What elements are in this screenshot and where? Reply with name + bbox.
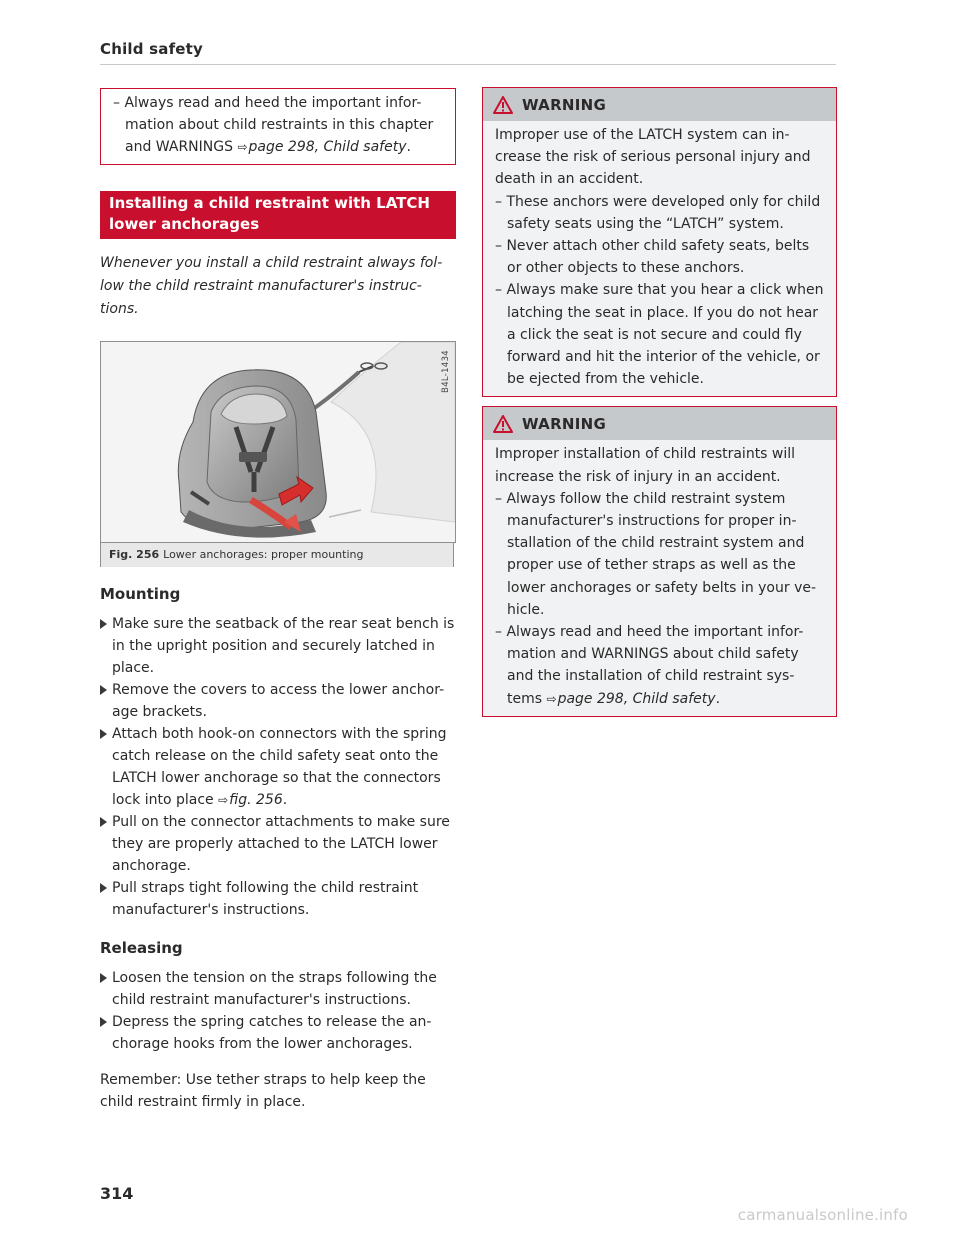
warning-triangle-icon: [493, 415, 513, 433]
warning-header: [483, 88, 836, 121]
warning-item-text: These anchors were developed only for child safety seats using the “LATCH” system.: [506, 193, 821, 232]
mounting-step: [100, 723, 456, 811]
step-text: Loosen the tension on the straps following the child restraint manufacturer's instructions.: [112, 970, 437, 1008]
right-column: [482, 87, 837, 726]
figure-caption: [100, 543, 454, 567]
caption-text: Lower anchorages: proper mounting: [163, 548, 364, 561]
xref-text: page 298, Child safety: [248, 139, 407, 155]
watermark: carmanualsonline.info: [737, 1206, 908, 1224]
triangle-bullet-icon: [100, 883, 107, 893]
warning-box-latch: [482, 87, 837, 397]
figure-code: B4L-1434: [441, 350, 451, 393]
warning-title: WARNING: [522, 95, 607, 114]
warning-item-text: Always follow the child restraint system manufacturer's instructions for proper in-stallation of the child restraint system and proper use of tether straps as well as the lower anchorages or safety belts in your ve-hicle.: [506, 490, 817, 618]
warning-item: – Always read and heed the important infor-mation and WARNINGS about child safety and the installation of child restraint sys-tems ⇨page 298, Child safety.: [495, 624, 804, 707]
warning-item: – Always follow the child restraint system manufacturer's instructions for proper in-stallation of the child restraint system and proper use of tether straps as well as the lower anchorages or safety belts in your ve-hicle.: [495, 490, 817, 618]
triangle-bullet-icon: [100, 1017, 107, 1027]
triangle-bullet-icon: [100, 817, 107, 827]
releasing-step: [100, 1011, 456, 1055]
triangle-bullet-icon: [100, 685, 107, 695]
dash: –: [113, 95, 120, 111]
warning-item: – Never attach other child safety seats, belts or other objects to these anchors.: [495, 238, 810, 277]
xref-text: page 298, Child safety: [557, 690, 716, 707]
step-text: Remove the covers to access the lower anchor-age brackets.: [112, 682, 445, 720]
warning-body: [483, 121, 836, 396]
step-text: Attach both hook-on connectors with the spring catch release on the child safety seat onto the LATCH lower anchorage so that the connectors lock into place: [112, 726, 447, 808]
warning-item-text: Never attach other child safety seats, belts or other objects to these anchors.: [506, 238, 810, 277]
mounting-step: [100, 613, 456, 679]
mounting-step: [100, 679, 456, 723]
note-item: [113, 92, 443, 158]
note-box: [100, 88, 456, 165]
warning-item: – These anchors were developed only for child safety seats using the “LATCH” system.: [495, 193, 821, 232]
period: .: [282, 792, 288, 808]
mounting-step: [100, 877, 456, 921]
figure-256: [100, 341, 456, 543]
warning-item-text: Always read and heed the important infor-mation and WARNINGS about child safety and the installation of child restraint sys-tems: [506, 624, 804, 707]
intro-text: Whenever you install a child restraint always fol-low the child restraint manufacturer's instruc-tions.: [100, 255, 443, 317]
warning-intro: Improper use of the LATCH system can in-crease the risk of serious personal injury and death in an accident.: [495, 127, 811, 188]
mounting-step: [100, 811, 456, 877]
period: .: [715, 690, 721, 707]
step-text: Pull straps tight following the child restraint manufacturer's instructions.: [112, 880, 419, 918]
releasing-step: [100, 967, 456, 1011]
warning-body: [483, 440, 836, 715]
triangle-bullet-icon: [100, 619, 107, 629]
triangle-bullet-icon: [100, 973, 107, 983]
warning-intro: Improper installation of child restraints will increase the risk of injury in an accident.: [495, 446, 796, 485]
section-title: Installing a child restraint with LATCH lower anchorages: [100, 191, 456, 239]
arrow-icon: ⇨: [546, 691, 557, 706]
page-number: 314: [100, 1184, 134, 1203]
arrow-icon: ⇨: [237, 140, 248, 154]
warning-title: WARNING: [522, 414, 607, 433]
remember-text: Remember: Use tether straps to help keep the child restraint firmly in place.: [100, 1072, 426, 1110]
xref-link[interactable]: [237, 139, 406, 155]
xref-link[interactable]: [547, 691, 716, 707]
warning-item-text: Always make sure that you hear a click when latching the seat in place. If you do not hear a click the seat is not secure and could fly forward and hit the interior of the vehicle, or be ejected from the vehicle.: [506, 282, 824, 388]
step-text: Pull on the connector attachments to make sure they are properly attached to the LATCH lower anchorage.: [112, 814, 450, 874]
warning-box-installation: [482, 406, 837, 716]
releasing-heading: Releasing: [100, 939, 183, 957]
mounting-heading: Mounting: [100, 585, 181, 603]
warning-header: [483, 407, 836, 440]
left-column: [100, 88, 456, 1113]
arrow-icon: ⇨: [218, 793, 229, 807]
warning-triangle-icon: [493, 96, 513, 114]
xref-link[interactable]: [218, 792, 283, 808]
warning-item: – Always make sure that you hear a click when latching the seat in place. If you do not hear a click the seat is not secure and could fly forward and hit the interior of the vehicle, or be ejected from the vehicle.: [495, 282, 824, 388]
step-text: Make sure the seatback of the rear seat bench is in the upright position and securely latched in place.: [112, 616, 455, 676]
triangle-bullet-icon: [100, 729, 107, 739]
chapter-title: Child safety: [100, 40, 204, 58]
caption-label: Fig. 256: [109, 548, 160, 561]
note-text: Always read and heed the important infor-mation about child restraints in this chapter and WARNINGS: [124, 95, 434, 155]
period: .: [406, 139, 411, 155]
xref-text: fig. 256: [229, 792, 283, 808]
child-seat-illustration: [101, 342, 455, 542]
step-text: Depress the spring catches to release the an-chorage hooks from the lower anchorages.: [112, 1014, 432, 1052]
page-header: [100, 40, 836, 65]
